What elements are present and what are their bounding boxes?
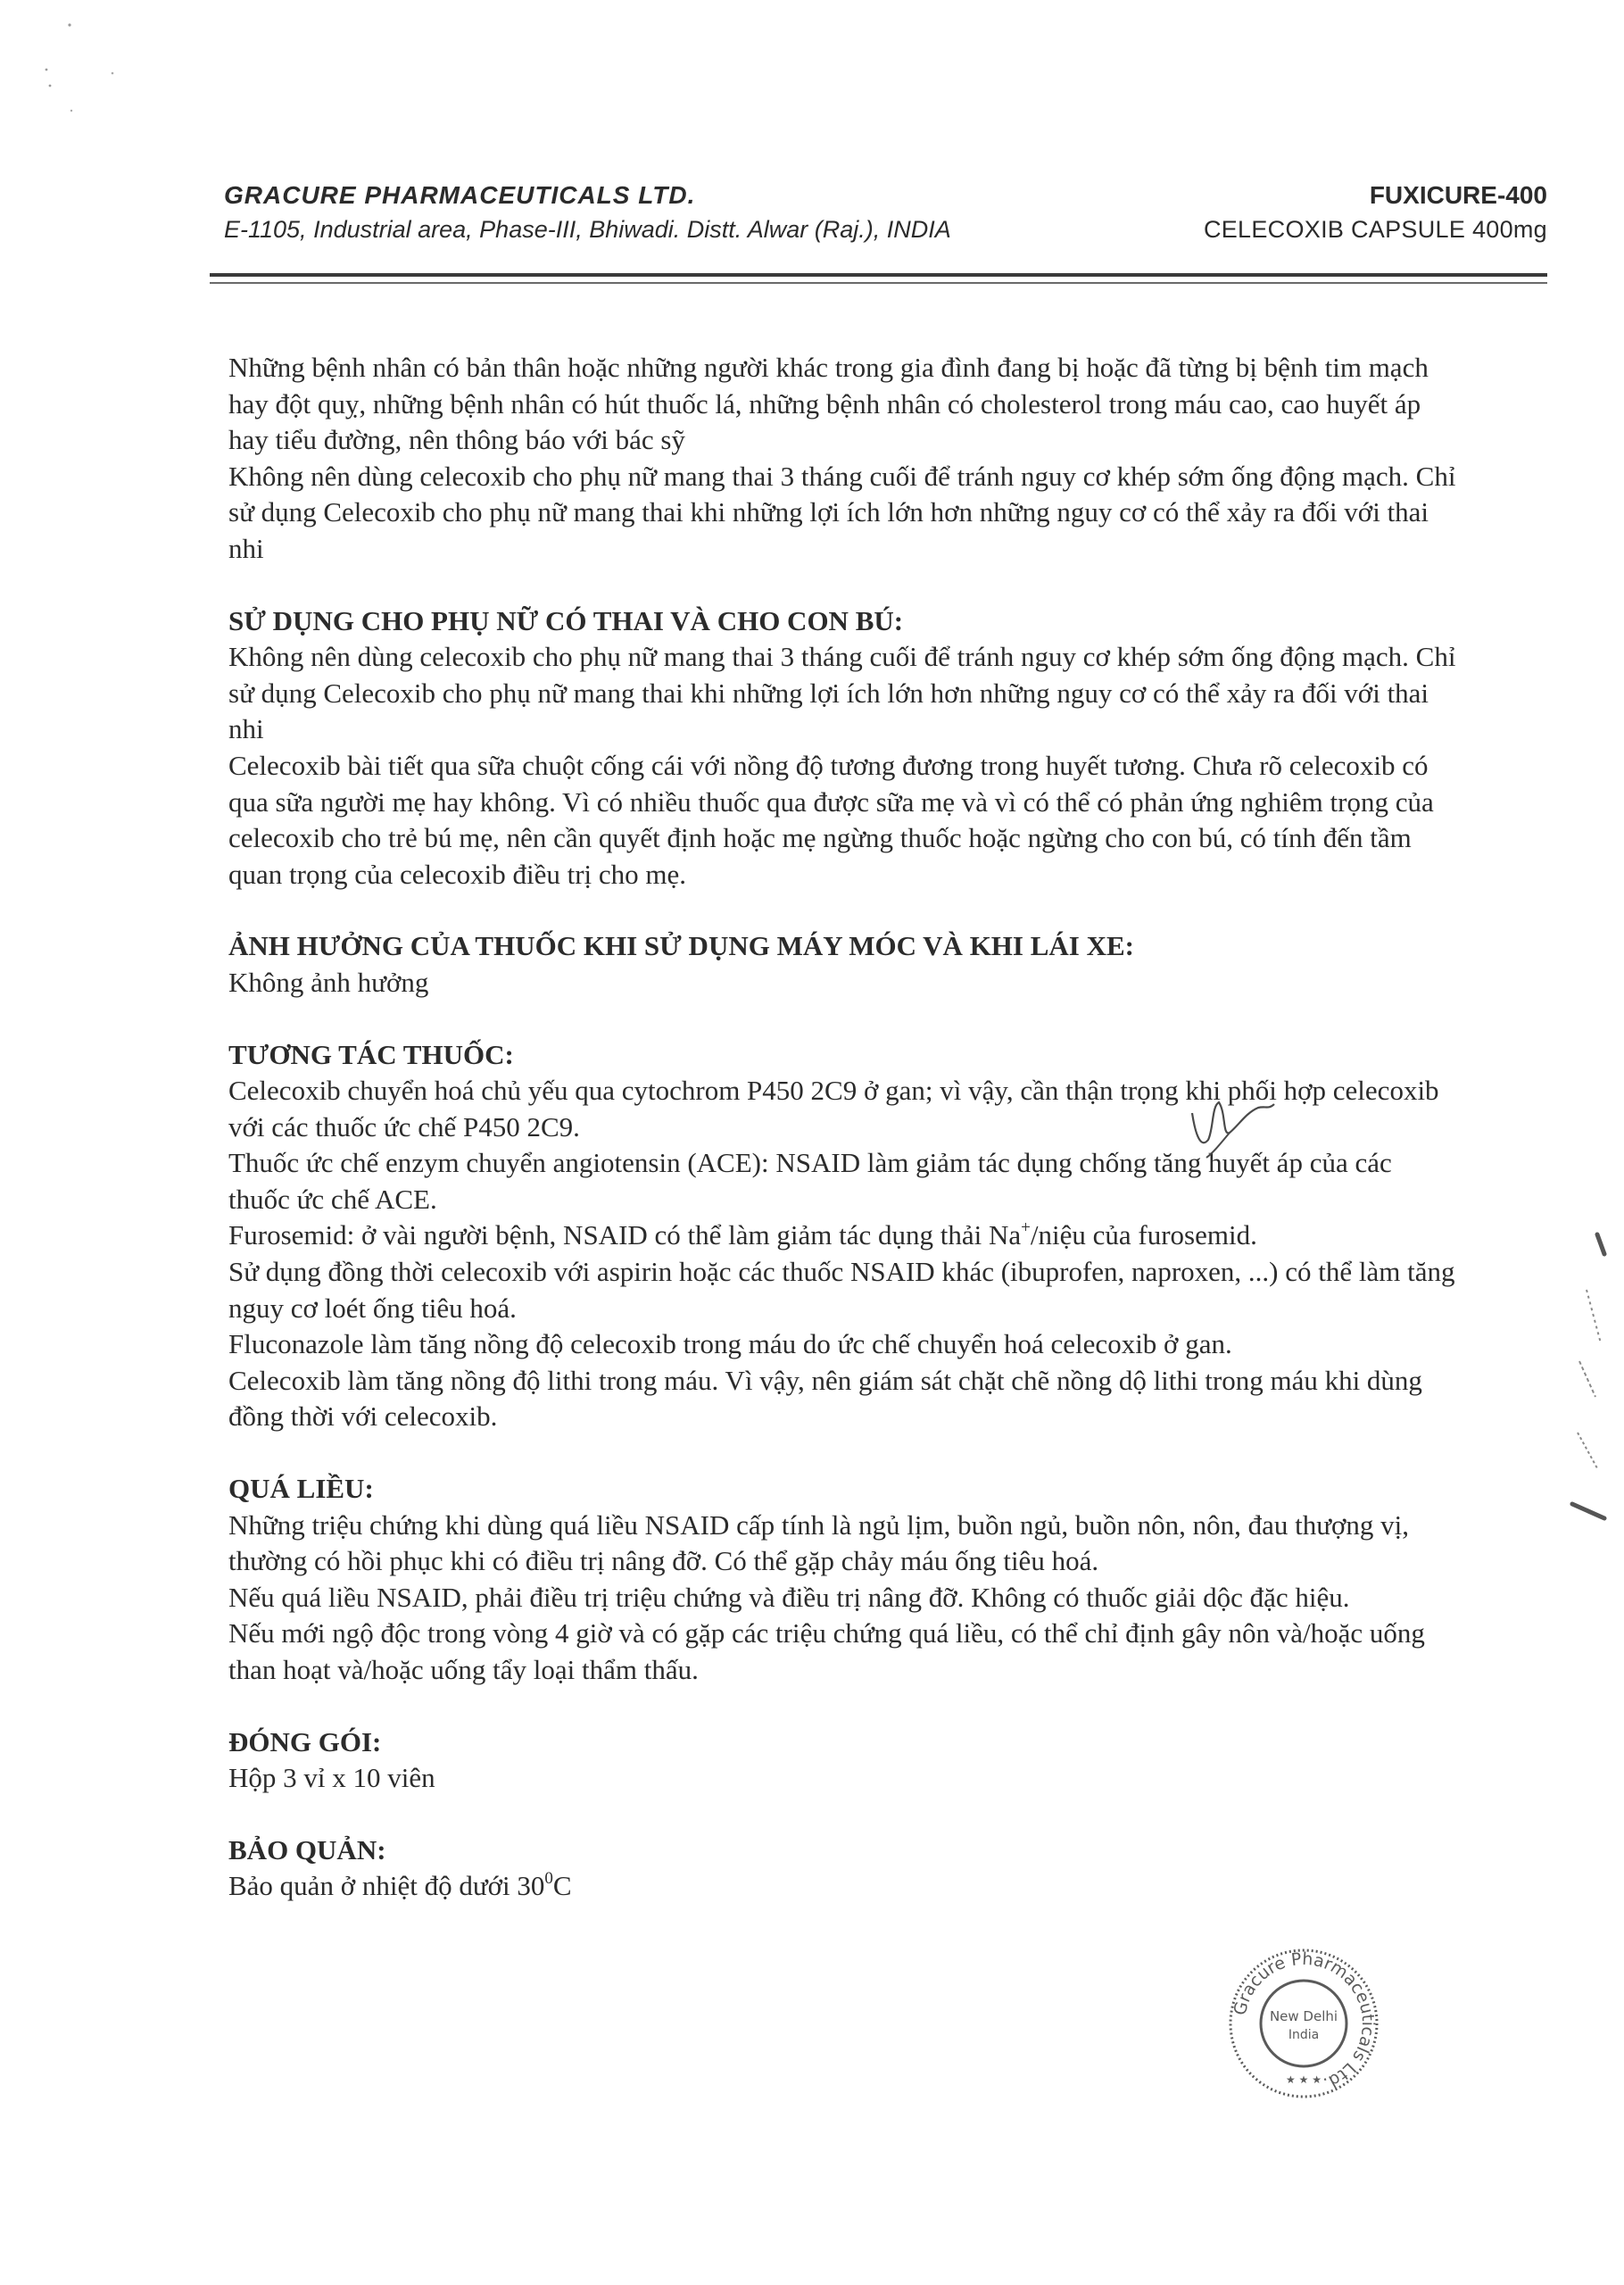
degree-mark: 0: [544, 1869, 553, 1889]
storage-text: Bảo quản ở nhiệt độ dưới 30: [228, 1870, 545, 1902]
overdose-heading: QUÁ LIỀU:: [228, 1473, 374, 1505]
furosemid-text: Furosemid: ở vài người bệnh, NSAID có thể làm giảm tác dụng thải Na: [228, 1219, 1022, 1251]
interactions-paragraph-3: [228, 1217, 1460, 1254]
header-left: [224, 179, 951, 246]
packaging-section: [228, 1724, 1460, 1797]
company-address: E-1105, Industrial area, Phase-III, Bhiwadi. Distt. Alwar (Raj.), INDIA: [224, 216, 951, 243]
intro-paragraph-1: Những bệnh nhân có bản thân hoặc những người khác trong gia đình đang bị hoặc đã từng bị bệnh tim mạch hay đột quỵ, những bệnh nhân có hút thuốc lá, những bệnh nhân có cholesterol trong máu cao, cao huyết áp hay tiểu đường, nên thông báo với bác sỹ: [228, 352, 1429, 456]
interactions-paragraph-1: Celecoxib chuyển hoá chủ yếu qua cytochrom P450 2C9 ở gan; vì vậy, cần thận trọng khi phối hợp celecoxib với các thuốc ức chế P450 2C9.: [228, 1075, 1439, 1142]
furosemid-text-end: /niệu của furosemid.: [1030, 1219, 1257, 1251]
intro-paragraph-2: Không nên dùng celecoxib cho phụ nữ mang thai 3 tháng cuối để tránh nguy cơ khép sớm ống động mạch. Chỉ sử dụng Celecoxib cho phụ nữ mang thai khi những lợi ích lớn hơn những nguy cơ có thể xảy ra đối với thai nhi: [228, 460, 1456, 564]
storage-unit: C: [552, 1870, 572, 1902]
seal-center-line-2: India: [1288, 2028, 1320, 2042]
driving-heading: ẢNH HƯỞNG CỦA THUỐC KHI SỬ DỤNG MÁY MÓC VÀ KHI LÁI XE:: [228, 930, 1134, 962]
header-rule-thick: [210, 273, 1547, 277]
header-right: [1204, 179, 1547, 246]
product-formulation: CELECOXIB CAPSULE 400mg: [1203, 216, 1547, 243]
pregnancy-paragraph-2: Celecoxib bài tiết qua sữa chuột cống cái với nồng độ tương đương trong huyết tương. Chưa rõ celecoxib có qua sữa người mẹ hay không. Vì có nhiều thuốc qua được sữa mẹ và vì có thể có phản ứng nghiêm trọng của celecoxib cho trẻ bú mẹ, nên cần quyết định hoặc mẹ ngừng thuốc hoặc ngừng cho con bú, có tính đến tầm quan trọng của celecoxib điều trị cho mẹ.: [228, 749, 1434, 890]
interactions-paragraph-2: Thuốc ức chế enzym chuyển angiotensin (ACE): NSAID làm giảm tác dụng chống tăng huyết áp của các thuốc ức chế ACE.: [228, 1147, 1392, 1215]
header-rule-thin: [210, 282, 1547, 284]
storage-heading: BẢO QUẢN:: [228, 1833, 386, 1865]
company-name: GRACURE PHARMACEUTICALS LTD.: [224, 181, 696, 209]
pregnancy-heading: SỬ DỤNG CHO PHỤ NỮ CÓ THAI VÀ CHO CON BÚ:: [228, 604, 904, 636]
handwritten-signature: [1176, 1093, 1292, 1165]
pregnancy-paragraph-1: Không nên dùng celecoxib cho phụ nữ mang thai 3 tháng cuối để tránh nguy cơ khép sớm ống động mạch. Chỉ sử dụng Celecoxib cho phụ nữ mang thai khi những lợi ích lớn hơn những nguy cơ có thể xảy ra đối với thai nhi: [228, 641, 1456, 745]
scan-specks: [0, 0, 143, 143]
packaging-paragraph: Hộp 3 vỉ x 10 viên: [228, 1762, 435, 1794]
interactions-paragraph-4: Sử dụng đồng thời celecoxib với aspirin hoặc các thuốc NSAID khác (ibuprofen, naproxen, ...) có thể làm tăng nguy cơ loét ống tiêu hoá.: [228, 1256, 1455, 1324]
interactions-heading: TƯƠNG TÁC THUỐC:: [228, 1038, 514, 1070]
overdose-paragraph-2: Nếu quá liều NSAID, phải điều trị triệu chứng và điều trị nâng đỡ. Không có thuốc giải dộc đặc hiệu.: [228, 1581, 1350, 1613]
seal-outer-text: Gracure Pharmaceuticals Ltd.: [1230, 1948, 1379, 2094]
overdose-paragraph-3: Nếu mới ngộ độc trong vòng 4 giờ và có gặp các triệu chứng quá liều, có thể chỉ định gây nôn và/hoặc uống than hoạt và/hoặc uống tẩy loại thẩm thấu.: [228, 1617, 1425, 1685]
product-name: FUXICURE-400: [1369, 181, 1547, 209]
storage-section: [228, 1832, 1460, 1905]
overdose-section: [228, 1471, 1460, 1689]
seal-stars: ★ ★ ★: [1286, 2073, 1322, 2086]
company-seal: [1228, 1948, 1380, 2099]
document-header: [224, 179, 1547, 250]
packaging-heading: ĐÓNG GÓI:: [228, 1725, 382, 1757]
scan-edge-marks: [1560, 1227, 1613, 1531]
driving-section: [228, 928, 1460, 1001]
storage-paragraph: [228, 1868, 1460, 1905]
pregnancy-section: [228, 603, 1460, 893]
intro-section: [228, 350, 1460, 568]
seal-center-line-1: New Delhi: [1269, 2008, 1338, 2024]
interactions-paragraph-6: Celecoxib làm tăng nồng độ lithi trong máu. Vì vậy, nên giám sát chặt chẽ nồng dộ lithi trong máu khi dùng đồng thời với celecoxib.: [228, 1364, 1422, 1433]
interactions-paragraph-5: Fluconazole làm tăng nồng độ celecoxib trong máu do ức chế chuyển hoá celecoxib ở gan.: [228, 1328, 1232, 1360]
sodium-charge: +: [1021, 1218, 1031, 1238]
driving-paragraph: Không ảnh hưởng: [228, 966, 429, 998]
overdose-paragraph-1: Những triệu chứng khi dùng quá liều NSAID cấp tính là ngủ lịm, buồn ngủ, buồn nôn, nôn, đau thượng vị, thường có hồi phục khi có điều trị nâng đỡ. Có thể gặp chảy máu ống tiêu hoá.: [228, 1508, 1410, 1577]
